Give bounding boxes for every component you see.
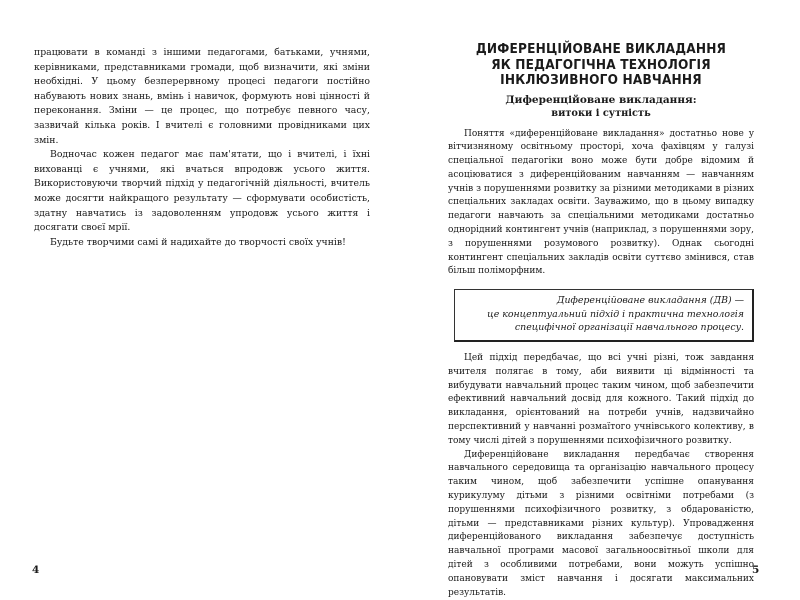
chapter-title-line: ДИФЕРЕНЦІЙОВАНЕ ВИКЛАДАННЯ	[475, 41, 727, 57]
left-paragraph-3: Будьте творчими самі й надихайте до творчості своїх учнів!	[50, 236, 346, 248]
definition-box	[454, 289, 754, 342]
intro-paragraph: Поняття «диференційоване викладання» достатньо нове у вітчизняному освітньому просторі, хоча фахівцям у галузі спеціальної педагогіки воно може бути добре відомим й асоціюватися з диференційованим навчанням — навчанням учнів з порушеннями розвитку за різними методиками в різних спеціальних закладах освіти. Зауважимо, що в цьому випадку педагоги навчають за спеціальними методиками достатньо однорідний контингент учнів (наприклад, з порушеннями зору, з порушеннями розумового розвитку). Однак сьогодні контингент спеціальних закладів освіти суттєво змінився, став більш поліморфним.	[448, 128, 754, 277]
chapter-title	[448, 42, 754, 89]
body-paragraph-3: Диференційоване викладання передбачає створення навчального середовища та організацію навчального процесу таким чином, щоб забезпечити успішне опанування курикулуму дітьми з різними освітніми потребами (з порушеннями психофізичного розвитку, з обдарованістю, дітьми — представниками різних культур). Упровадження диференційованого викладання забезпечує доступність навчальної програми масової загальноосвітньої школи для дітей з особливими потребами, вони можуть успішно опановувати зміст навчання і досягати максимальних результатів.	[448, 449, 754, 598]
definition-line: це концептуальний підхід і практична технологія	[487, 308, 744, 320]
section-title-main: Диференційоване викладання:	[505, 93, 697, 106]
left-paragraph-1: працювати в команді з іншими педагогами, батьками, учнями, керівниками, представниками громади, щоб визначити, які зміни необхідні. У цьому безперервному процесі педагоги постійно набувають нових знань, вмінь і навичок, формують нові цінності й переконання. Зміни — це процес, що потребує певного часу, зазвичай кілька років. І вчителі є головними провідниками цих змін.	[34, 47, 370, 146]
chapter-title-line: ІНКЛЮЗИВНОГО НАВЧАННЯ	[500, 72, 702, 88]
page-number-right: 5	[752, 564, 760, 576]
definition-line: Диференційоване викладання (ДВ) —	[556, 295, 744, 307]
left-paragraph-2: Водночас кожен педагог має пам'ятати, що і вчителі, і їхні вихованці є учнями, які вчаться впродовж усього життя. Використовуючи творчий підхід у педагогічній діяльності, вчитель може досягти найкращого результату — сформувати особистість, здатну навчатись із задоволенням упродовж усього життя і досягати своєї мрії.	[34, 149, 370, 234]
right-page-text	[448, 42, 754, 600]
left-page-text	[34, 46, 370, 250]
body-paragraph-2: Цей підхід передбачає, що всі учні різні, тож завдання вчителя полягає в тому, аби виявити ці відмінності та вибудувати навчальний процес таким чином, щоб забезпечити ефективний навчальний досвід для кожного. Такий підхід до викладання, орієнтований на потреби учнів, надзвичайно перспективний у навчанні розмаїтого учнівського колективу, в тому числі дітей з порушеннями психофізичного розвитку.	[448, 353, 754, 446]
definition-line: специфічної організації навчального процесу.	[514, 322, 744, 334]
section-subtitle: витоки і сутність	[551, 107, 651, 119]
page-number-left: 4	[32, 564, 40, 576]
chapter-title-line: ЯК ПЕДАГОГІЧНА ТЕХНОЛОГІЯ	[491, 56, 711, 73]
section-title	[448, 94, 754, 120]
